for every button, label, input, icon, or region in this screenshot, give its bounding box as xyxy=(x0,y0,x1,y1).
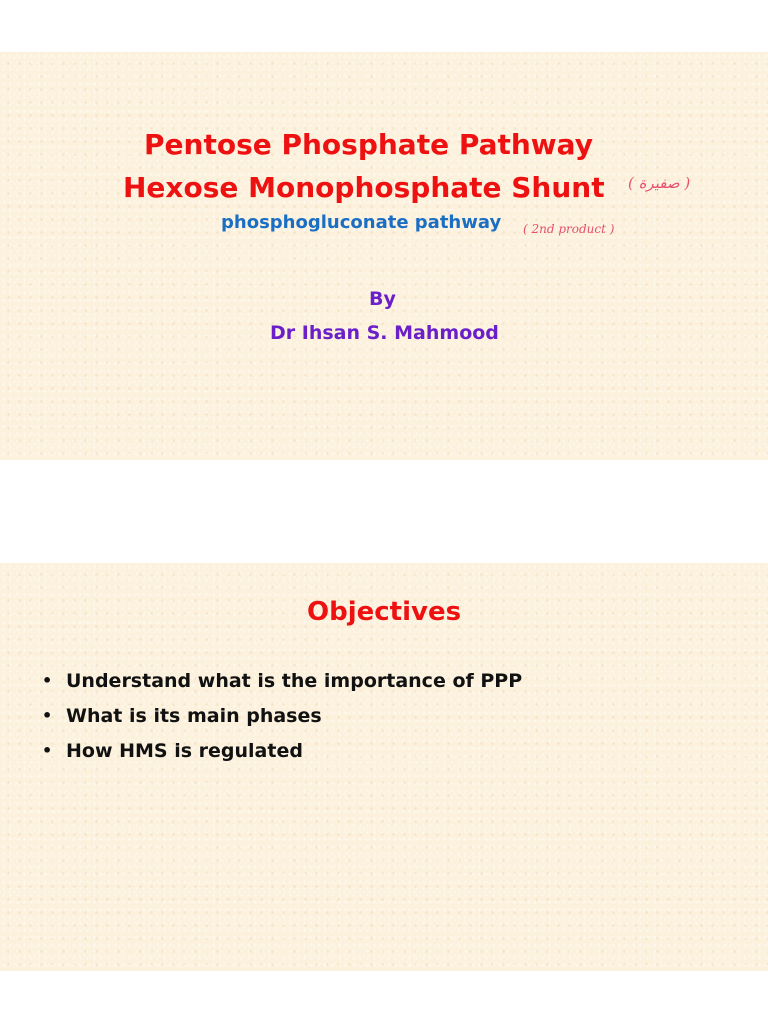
objective-item xyxy=(42,663,522,698)
slide-subtitle: phosphogluconate pathway xyxy=(221,212,502,233)
author-name: Dr Ihsan S. Mahmood xyxy=(270,322,499,344)
handwritten-annotation-2nd-product: ( 2nd product ) xyxy=(523,222,615,236)
bullet-icon: • xyxy=(42,741,53,760)
objective-text: Understand what is the importance of PPP xyxy=(66,669,523,692)
by-label: By xyxy=(369,288,396,310)
objectives-slide xyxy=(0,563,768,971)
title-slide xyxy=(0,52,768,460)
objective-item xyxy=(42,698,522,733)
slide-title-line-1: Pentose Phosphate Pathway xyxy=(144,128,593,161)
bullet-icon: • xyxy=(42,706,53,725)
objectives-list xyxy=(42,663,522,768)
objective-text: How HMS is regulated xyxy=(66,739,303,762)
objective-text: What is its main phases xyxy=(66,704,322,727)
slide-title-line-2: Hexose Monophosphate Shunt xyxy=(123,171,605,204)
bullet-icon: • xyxy=(42,671,53,690)
objectives-heading: Objectives xyxy=(307,597,462,627)
handwritten-annotation-arabic: ( صفيرة ) xyxy=(628,174,691,192)
objective-item xyxy=(42,733,522,768)
